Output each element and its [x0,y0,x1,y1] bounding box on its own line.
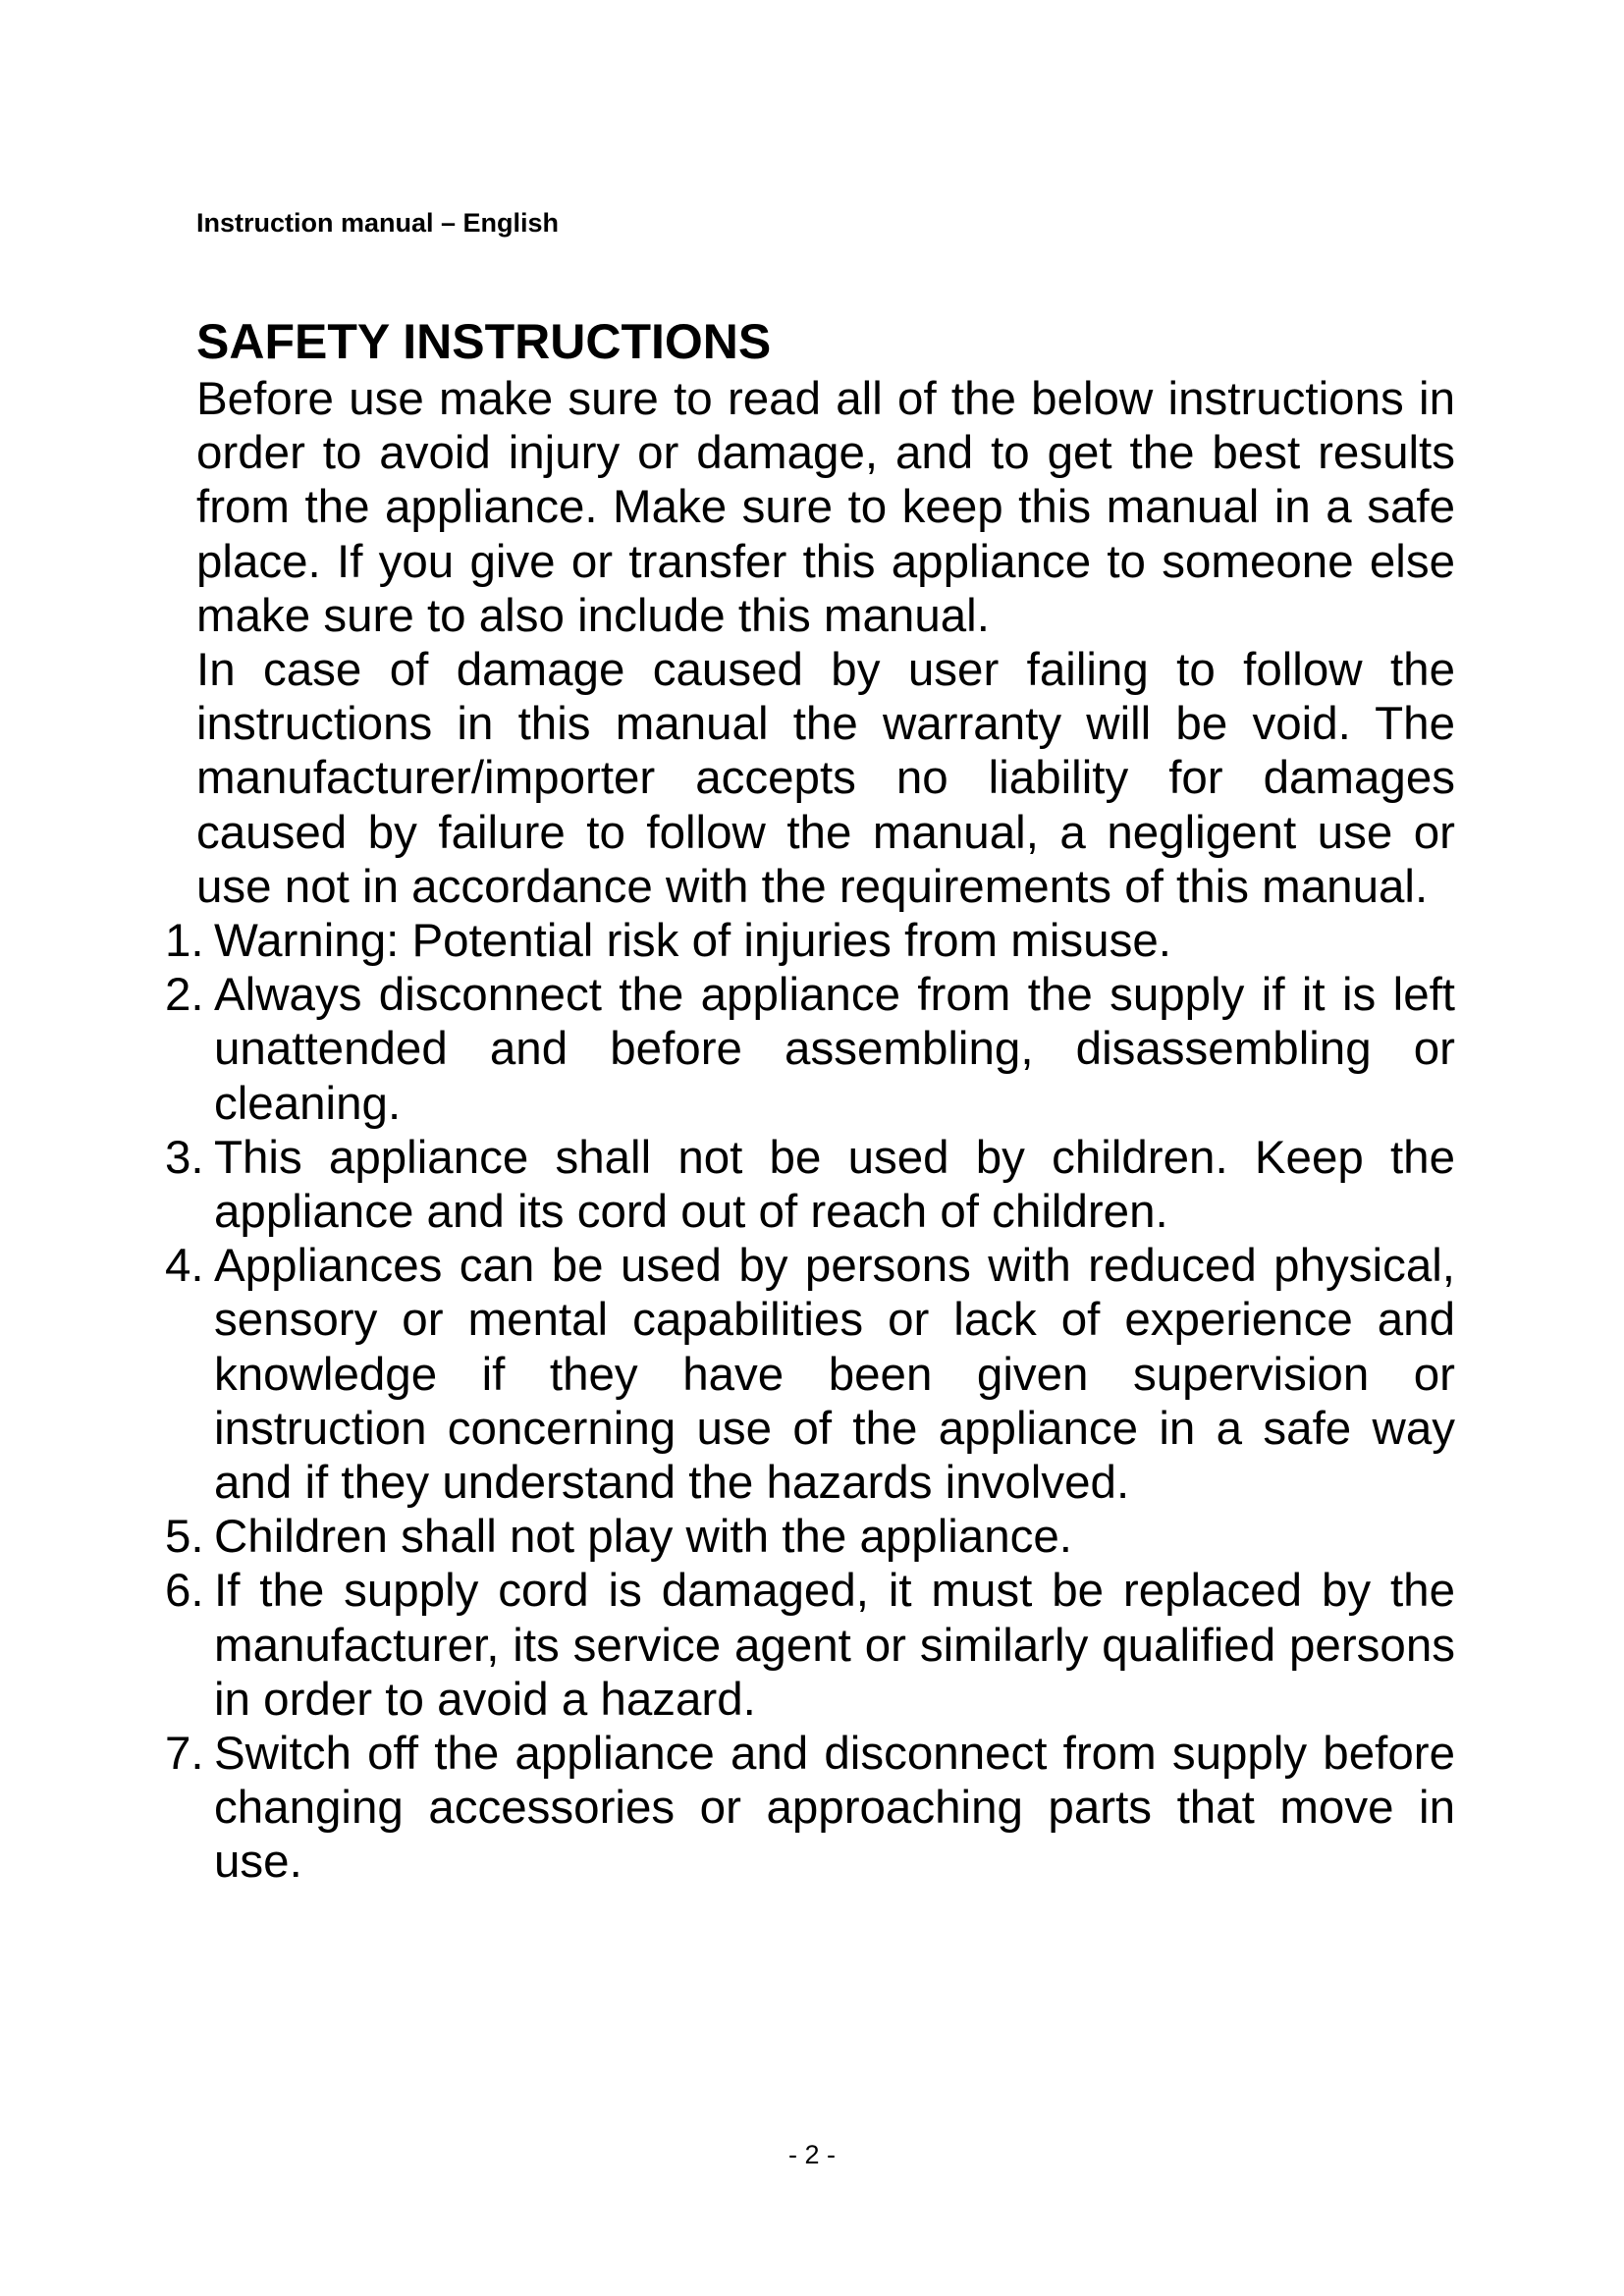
list-item-number: 3. [165,1131,204,1184]
list-item [165,1564,1455,1727]
list-item [165,968,1455,1131]
list-item-text: Switch off the appliance and disconnect from supply before changing accessories or approaching parts that move in use. [214,1728,1455,1889]
list-item-number: 2. [165,969,204,1022]
list-item-text: Warning: Potential risk of injuries from misuse. [214,915,1171,968]
list-item [165,1510,1455,1564]
list-item-text: This appliance shall not be used by children. Keep the appliance and its cord out of reach of children. [214,1131,1455,1239]
list-item [165,914,1455,968]
section-body [165,372,1455,1890]
liability-paragraph: In case of damage caused by user failing to follow the instructions in this manual the warranty will be void. The manufacturer/importer accepts no liability for damages caused by failure to follow the manual, a negligent use or use not in accordance with the requirements of this manual. [196,644,1455,913]
list-item-number: 6. [165,1565,204,1618]
list-item-number: 1. [165,915,204,968]
page-number: - 2 - [787,2140,836,2169]
list-item [165,1239,1455,1510]
list-item-text: If the supply cord is damaged, it must be replaced by the manufacturer, its service agent or similarly qualified persons in order to avoid a hazard. [214,1565,1455,1726]
list-item [165,1727,1455,1890]
list-item-text: Appliances can be used by persons with reduced physical, sensory or mental capabilities or lack of experience and knowledge if they have been given supervision or instruction concerning use of the appliance in a safe way and if they understand the hazards involved. [214,1240,1455,1510]
intro-paragraph: Before use make sure to read all of the below instructions in order to avoid injury or damage, and to get the best results from the appliance. Make sure to keep this manual in a safe place. If you give or transfer this appliance to someone else make sure to also include this manual. [196,373,1455,642]
list-item-text: Always disconnect the appliance from the supply if it is left unattended and before assembling, disassembling or cleaning. [214,969,1455,1130]
list-item-number: 5. [165,1511,204,1564]
section-title: SAFETY INSTRUCTIONS [196,314,772,369]
running-header: Instruction manual – English [196,208,560,238]
safety-list [165,914,1455,1890]
list-item [165,1131,1455,1239]
list-item-text: Children shall not play with the appliance. [214,1511,1072,1564]
list-item-number: 4. [165,1240,204,1293]
list-item-number: 7. [165,1728,204,1781]
